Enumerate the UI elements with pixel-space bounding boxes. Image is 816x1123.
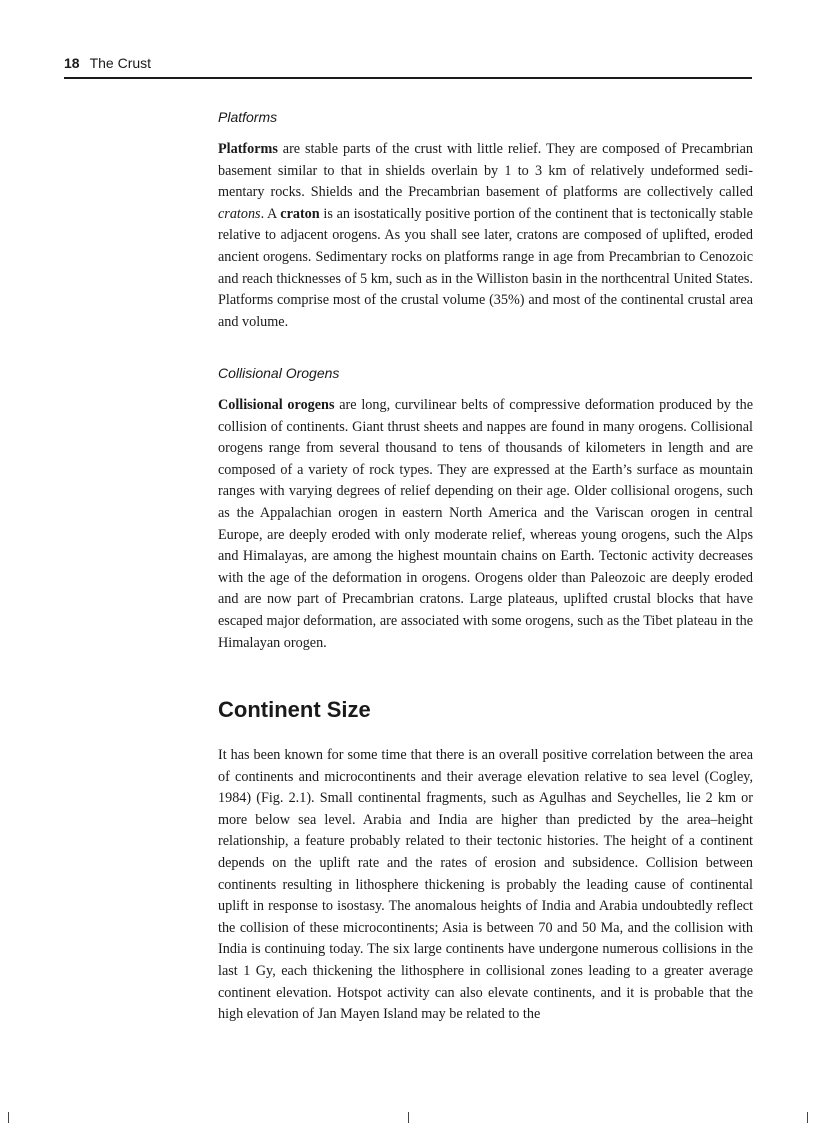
continent-size-paragraph: It has been known for some time that there is an overall positive correlation between the area of continents and microcontinents and their average elevation relative to sea level (Cogley, 1984) (Fig. 2.1). Small continental fragments, such as Agulhas and Seychelles, lie 2 km or more below sea level. Arabia and India are higher than predicted by the area–height relationship, a feature probably related to their tectonic histories. The height of a continent depends on the uplift rate and the rates of erosion and subsidence. Collision between continents resulting in lithosphere thickening is probably the leading cause of continental uplift in response to isostasy. The anomalous heights of India and Arabia undoubtedly reflect the collision of these microcontinents; Asia is between 70 and 50 Ma, and the collision with India is continuing today. The six large continents have undergone numerous collisions in the last 1 Gy, each thickening the lithosphere in collisional zones leading to a greater average continent elevation. Hotspot activity can also elevate continents, and it is probable that the high elevation of Jan Mayen Island may be related to the (218, 747, 753, 1023)
running-title: The Crust (89, 55, 152, 71)
platforms-text-2: . A (260, 205, 281, 222)
platforms-paragraph (218, 139, 753, 333)
platforms-text-1: are stable parts of the crust with little relief. They are composed of Precambrian basement similar to that in shields overlain by 1 to 3 km of relatively undeformed sedimentary rocks. Shields and the Precambrian basement of platforms are collectively called (218, 141, 753, 201)
term-platforms: Platforms (218, 141, 278, 157)
header-rule (64, 77, 752, 79)
crop-mark-right (807, 1112, 808, 1123)
platforms-text-3: is an isostatically positive portion of the continent that is tectonically stable relative to adjacent orogens. As you shall see later, cratons are composed of uplifted, eroded ancient orogens. Sedimentary rocks on platforms range in age from Precambrian to Cenozoic and reach thicknesses of 5 km, such as in the Williston basin in the northcentral United States. Platforms comprise most of the crustal volume (35%) and most of the continental crustal area and volume. (218, 205, 753, 330)
section-title-continent-size: Continent Size (218, 697, 371, 722)
collisional-orogens-heading: Collisional Orogens (218, 365, 340, 381)
page-number: 18 (64, 55, 80, 71)
term-collisional-orogens: Collisional orogens (218, 397, 335, 413)
term-craton: craton (280, 205, 320, 222)
running-head (64, 54, 752, 72)
term-cratons: cratons (218, 205, 261, 222)
collisional-orogens-paragraph (218, 395, 753, 654)
crop-mark-center (408, 1112, 409, 1123)
platforms-heading: Platforms (218, 109, 278, 125)
collisional-orogens-text: are long, curvilinear belts of compressive deformation produced by the collision of continents. Giant thrust sheets and nappes are found in many orogens. Collisional orogens range from several thousand to tens of thousands of kilometers in length and are composed of a variety of rock types. They are expressed at the Earth’s surface as mountain ranges with varying degrees of relief depending on their age. Older collisional orogens, such as the Appalachian orogen in eastern North America and the Variscan orogen in central Europe, are deeply eroded with only moderate relief, whereas young orogens, such the Alps and Himalayas, are among the highest mountain chains on Earth. Tectonic activity decreases with the age of the deformation in orogens. Orogens older than Paleozoic are deeply eroded and are now part of Precambrian cratons. Large plateaus, uplifted crustal blocks that have escaped major deformation, are associated with some orogens, such as the Tibet plateau in the Himalayan orogen. (218, 397, 753, 651)
crop-mark-left (8, 1112, 9, 1123)
